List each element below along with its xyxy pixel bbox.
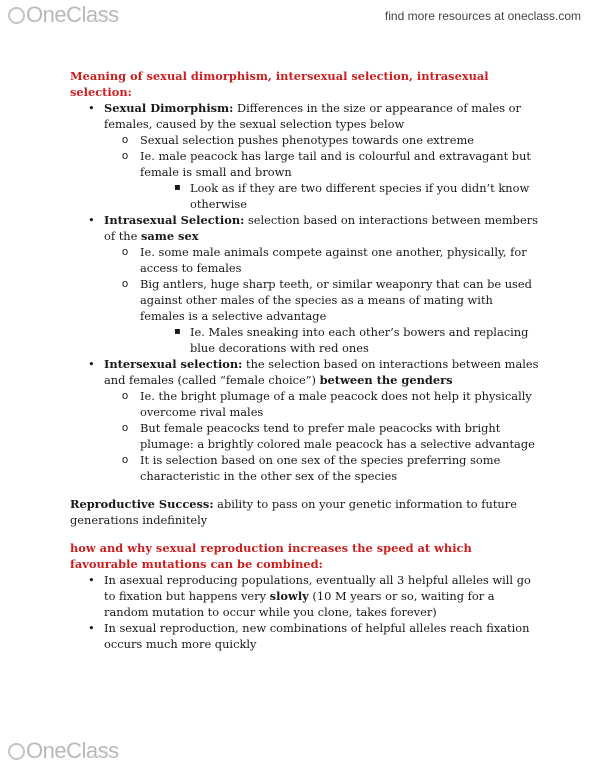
list-item-dimorphism xyxy=(70,100,540,212)
list-item: o But female peacocks tend to prefer male peacocks with bright plumage: a brightly colored male peacock has a selective advantage xyxy=(122,420,540,452)
definition-text: the selection based on interactions between males and females (called “female choice”) xyxy=(104,357,539,387)
sublist xyxy=(174,324,540,356)
selection-list xyxy=(70,100,540,484)
emphasis-text: slowly xyxy=(269,589,309,603)
list-item: o Sexual selection pushes phenotypes towards one extreme xyxy=(122,132,540,148)
list-item-asexual xyxy=(70,572,540,620)
list-item-sexual: • In sexual reproduction, new combinations of helpful alleles reach fixation occurs much more quickly xyxy=(70,620,540,652)
oneclass-logo-footer[interactable] xyxy=(8,738,119,764)
term-intersexual-selection: Intersexual selection: xyxy=(104,357,243,371)
list-item xyxy=(122,148,540,212)
list-item-text: Ie. male peacock has large tail and is colourful and extravagant but female is small and brown xyxy=(140,149,531,179)
list-item: o Ie. the bright plumage of a male peacock does not help it physically overcome rival males xyxy=(122,388,540,420)
oneclass-logo-icon xyxy=(8,743,25,760)
term-intrasexual-selection: Intrasexual Selection: xyxy=(104,213,245,227)
section-heading-sexual-reproduction: how and why sexual reproduction increases the speed at which favourable mutations can be combined: xyxy=(70,541,472,571)
logo-text: OneClass xyxy=(26,738,119,763)
reproductive-success-paragraph xyxy=(70,496,540,528)
list-item: ▪ Ie. Males sneaking into each other’s bowers and replacing blue decorations with red ones xyxy=(174,324,540,356)
list-item-text: (10 M years or so, waiting for a random mutation to occur while you clone, takes forever) xyxy=(104,589,495,619)
document-body xyxy=(70,68,540,652)
list-item-intrasexual xyxy=(70,212,540,356)
sublist xyxy=(122,244,540,356)
definition-text: selection based on interactions between members of the xyxy=(104,213,538,243)
list-item xyxy=(122,276,540,356)
list-item: ▪ Look as if they are two different species if you didn’t know otherwise xyxy=(174,180,540,212)
list-item-intersexual xyxy=(70,356,540,484)
definition-text: ability to pass on your genetic information to future generations indefinitely xyxy=(70,497,517,527)
resources-link[interactable]: find more resources at oneclass.com xyxy=(384,9,581,23)
oneclass-logo-icon xyxy=(8,7,25,24)
term-sexual-dimorphism: Sexual Dimorphism: xyxy=(104,101,234,115)
list-item-text: In asexual reproducing populations, eventually all 3 helpful alleles will go to fixation but happens very xyxy=(104,573,531,603)
list-item: o It is selection based on one sex of the species preferring some characteristic in the other sex of the species xyxy=(122,452,540,484)
list-item-text: Big antlers, huge sharp teeth, or similar weaponry that can be used against other males of the species as a means of mating with females is a selective advantage xyxy=(140,277,532,323)
reproduction-list xyxy=(70,572,540,652)
logo-text: OneClass xyxy=(26,2,119,27)
oneclass-logo[interactable] xyxy=(8,2,119,28)
sublist xyxy=(122,132,540,212)
sublist xyxy=(174,180,540,212)
term-reproductive-success: Reproductive Success: xyxy=(70,497,214,511)
emphasis-text: same sex xyxy=(140,229,199,243)
definition-text: Differences in the size or appearance of males or females, caused by the sexual selection types below xyxy=(104,101,521,131)
emphasis-text: between the genders xyxy=(319,373,453,387)
list-item: o Ie. some male animals compete against one another, physically, for access to females xyxy=(122,244,540,276)
section-heading-selection: Meaning of sexual dimorphism, intersexual selection, intrasexual selection: xyxy=(70,69,489,99)
sublist xyxy=(122,388,540,484)
